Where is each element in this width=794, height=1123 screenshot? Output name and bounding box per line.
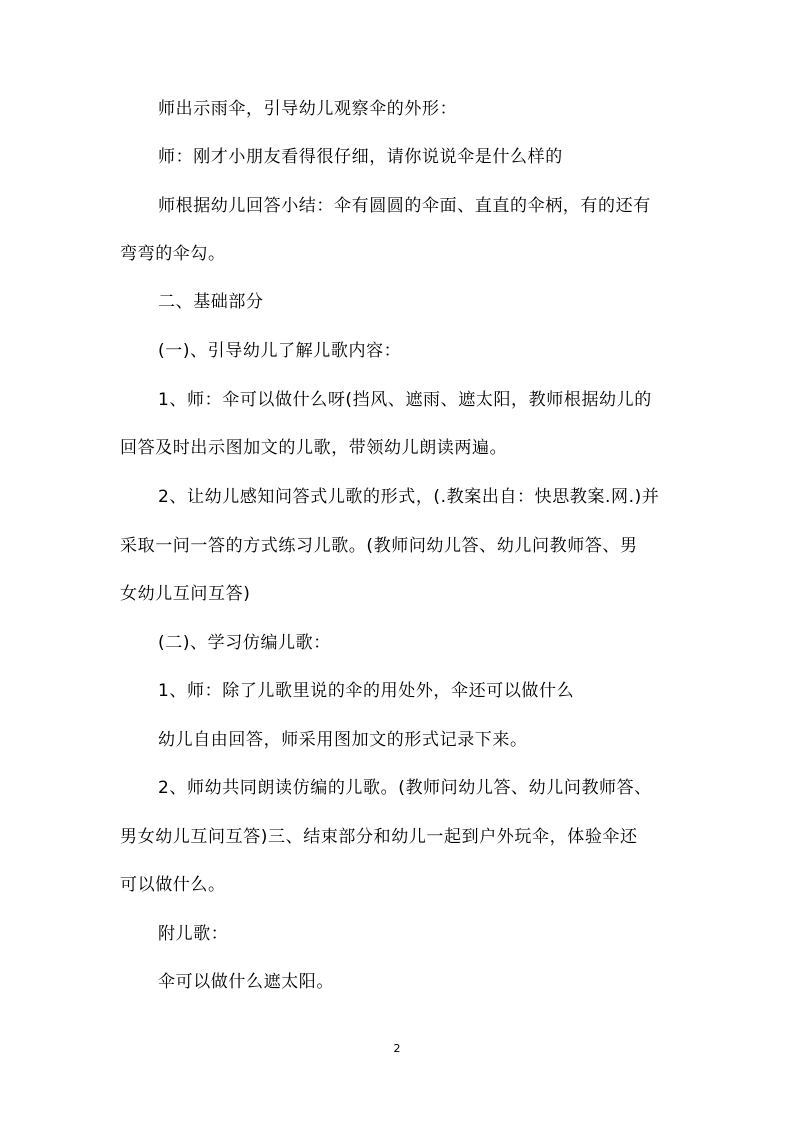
paragraph-line: 弯弯的伞勾。	[120, 244, 226, 264]
paragraph-line: 师根据幼儿回答小结：伞有圆圆的伞面、直直的伞柄，有的还有	[158, 196, 651, 216]
paragraph-line: 1、师：除了儿歌里说的伞的用处外，伞还可以做什么	[158, 681, 575, 701]
paragraph-line: 伞可以做什么遮太阳。	[158, 972, 334, 992]
paragraph-line: 1、师：伞可以做什么呀(挡风、遮雨、遮太阳，教师根据幼儿的	[158, 390, 652, 410]
paragraph-line: 回答及时出示图加文的儿歌，带领幼儿朗读两遍。	[120, 438, 508, 458]
paragraph-line: 男女幼儿互问互答)三、结束部分和幼儿一起到户外玩伞，体验伞还	[120, 827, 638, 847]
paragraph-line: 2、师幼共同朗读仿编的儿歌。(教师问幼儿答、幼儿问教师答、	[158, 778, 652, 798]
page-number: 2	[393, 1042, 401, 1055]
paragraph-line: 幼儿自由回答，师采用图加文的形式记录下来。	[158, 730, 528, 750]
paragraph-line: 女幼儿互问互答)	[120, 584, 251, 604]
paragraph-line: 采取一问一答的方式练习儿歌。(教师问幼儿答、幼儿问教师答、男	[120, 536, 638, 556]
subsection-heading: (一)、引导幼儿了解儿歌内容：	[158, 341, 402, 361]
paragraph-line: 2、让幼儿感知问答式儿歌的形式，(.教案出自：快思教案.网.)并	[158, 487, 660, 507]
subsection-heading: (二)、学习仿编儿歌：	[158, 633, 331, 653]
section-heading: 二、基础部分	[158, 292, 264, 312]
paragraph-line: 附儿歌：	[158, 924, 229, 944]
paragraph-line: 师出示雨伞，引导幼儿观察伞的外形：	[158, 99, 458, 119]
paragraph-line: 师：刚才小朋友看得很仔细，请你说说伞是什么样的	[158, 147, 563, 167]
paragraph-line: 可以做什么。	[120, 875, 226, 895]
